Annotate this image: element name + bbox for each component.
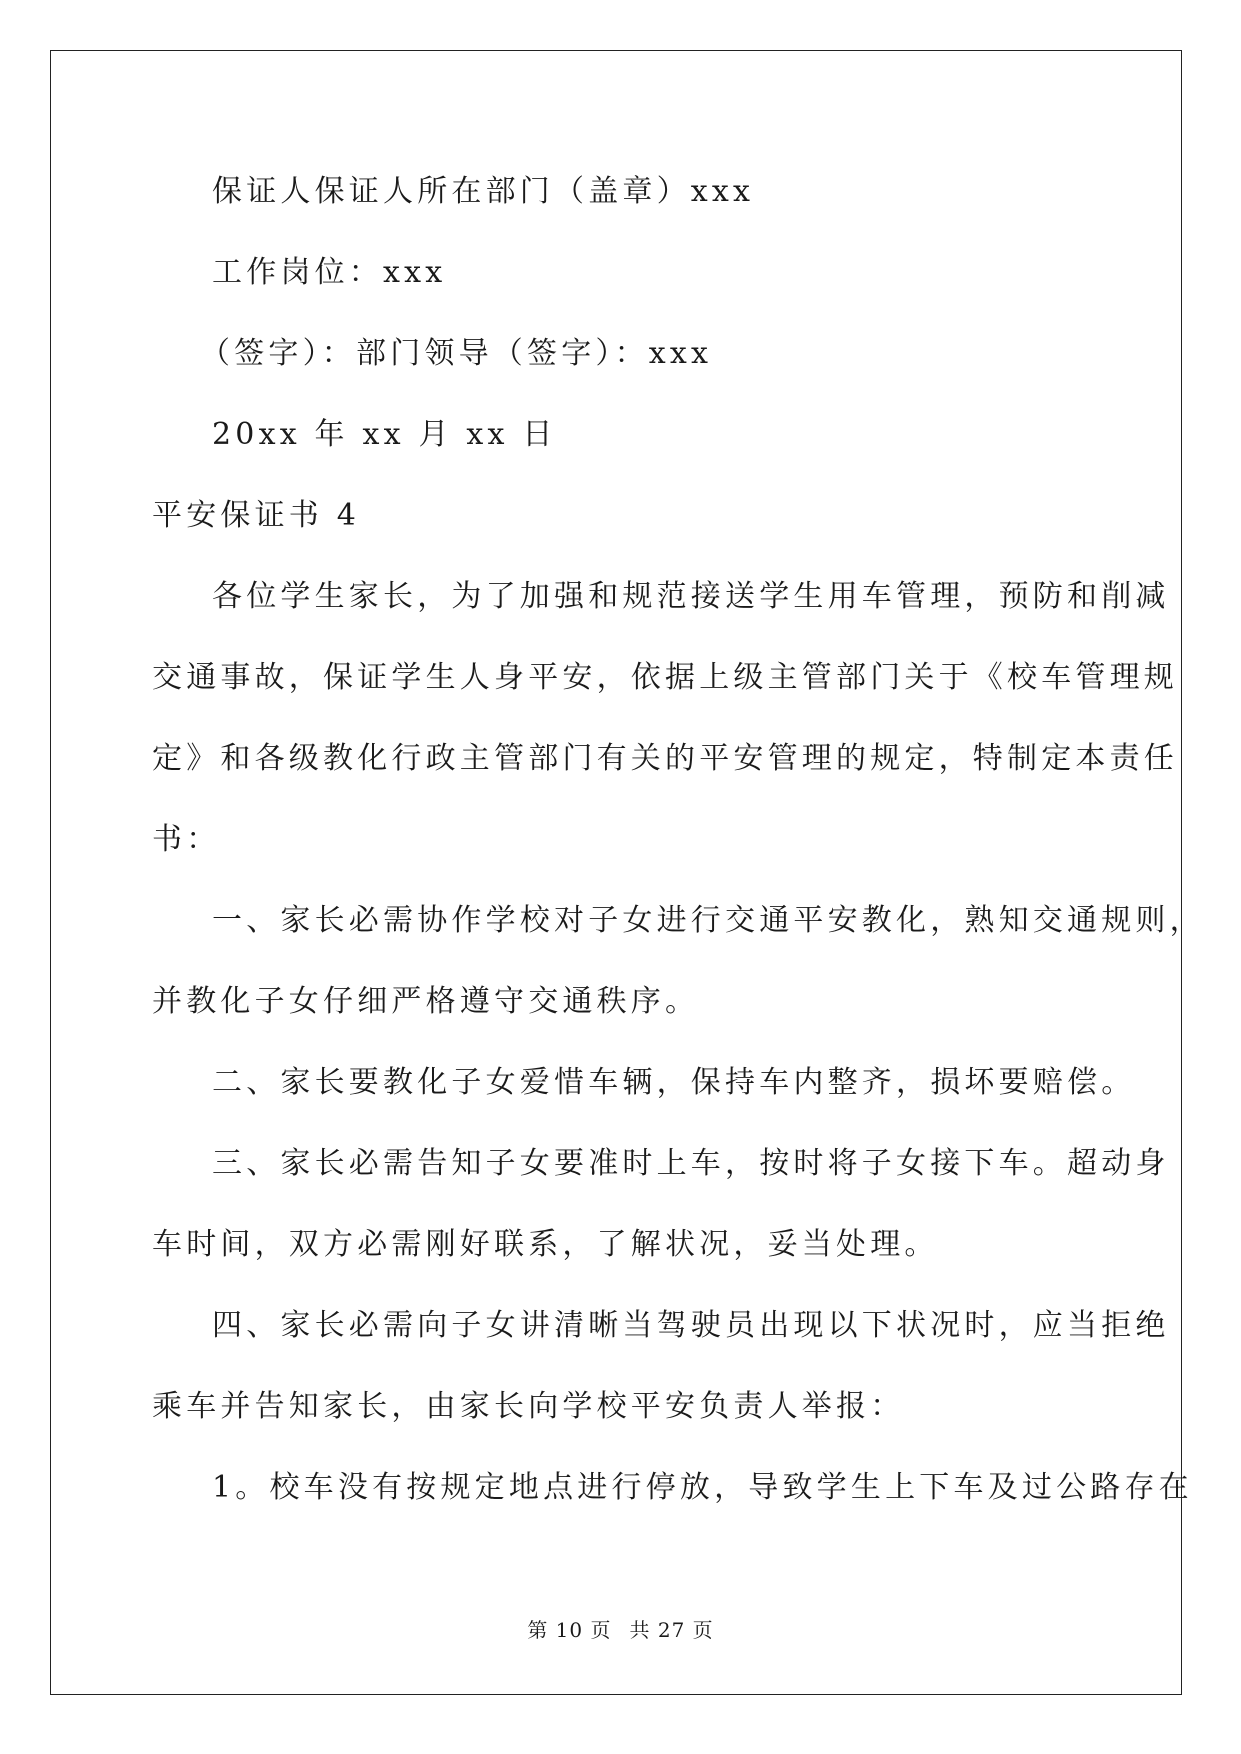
clause-four-line: 四、家长必需向子女讲清晰当驾驶员出现以下状况时，应当拒绝 <box>212 1308 1170 1343</box>
paragraph-line: 交通事故，保证学生人身平安，依据上级主管部门关于《校车管理规 <box>152 660 1178 695</box>
section-title: 平安保证书 4 <box>152 498 361 533</box>
paragraph-line: 各位学生家长，为了加强和规范接送学生用车管理，预防和削减 <box>212 579 1170 614</box>
clause-three-line: 三、家长必需告知子女要准时上车，按时将子女接下车。超动身 <box>212 1146 1170 1181</box>
page-footer <box>0 1618 1241 1642</box>
clause-two-line: 二、家长要教化子女爱惜车辆，保持车内整齐，损坏要赔偿。 <box>212 1065 1136 1100</box>
page-total: 共 27 页 <box>629 1618 714 1642</box>
clause-one-line: 并教化子女仔细严格遵守交通秩序。 <box>152 984 700 1019</box>
page-border <box>50 50 1182 1695</box>
date-line: 20xx 年 xx 月 xx 日 <box>212 417 557 452</box>
sub-item-line: 1。校车没有按规定地点进行停放，导致学生上下车及过公路存在 <box>212 1470 1193 1505</box>
paragraph-line: 定》和各级教化行政主管部门有关的平安管理的规定，特制定本责任 <box>152 741 1178 776</box>
signature-line: （签字）：部门领导（签字）：xxx <box>200 336 713 371</box>
clause-four-line: 乘车并告知家长，由家长向学校平安负责人举报： <box>152 1389 905 1424</box>
clause-one-line: 一、家长必需协作学校对子女进行交通平安教化，熟知交通规则， <box>212 903 1204 938</box>
guarantor-dept-line: 保证人保证人所在部门（盖章）xxx <box>212 174 755 209</box>
page-number: 第 10 页 <box>527 1618 612 1642</box>
paragraph-line: 书： <box>152 822 221 857</box>
clause-three-line: 车时间，双方必需刚好联系，了解状况，妥当处理。 <box>152 1227 939 1262</box>
job-position-line: 工作岗位：xxx <box>212 255 447 290</box>
